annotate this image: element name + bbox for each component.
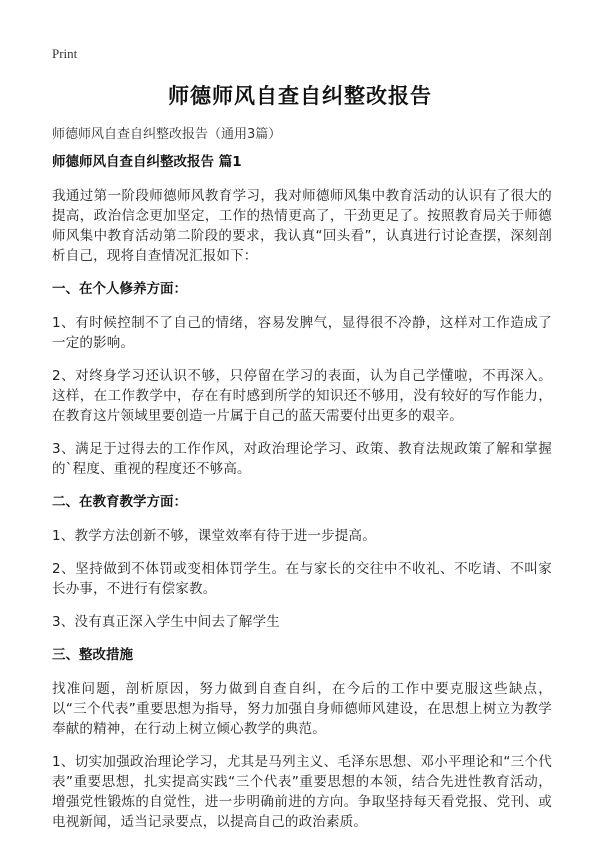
document-title: 师德师风自查自纠整改报告	[168, 84, 432, 108]
intro-paragraph: 我通过第一阶段师德师风教育学习，我对师德师风集中教育活动的认识有了很大的提高，政治信念更加坚定，工作的热情更高了，干劲更足了。按照教育局关于师德师风集中教育活动第二阶段的要求，我认真“回头看”，认真进行讨论查摆，深刻剖析自己，现将自查情况汇报如下：	[52, 188, 552, 264]
print-link[interactable]: Print	[52, 46, 78, 61]
personal-item-3: 3、满足于过得去的工作作风，对政治理论学习、政策、教育法规政策了解和掌握的`程度、重视的程度还不够高。	[52, 441, 552, 477]
teaching-item-1: 1、教学方法创新不够，课堂效率有待于进一步提高。	[52, 528, 376, 544]
teaching-item-2: 2、坚持做到不体罚或变相体罚学生。在与家长的交往中不收礼、不吃请、不叫家长办事，不进行有偿家教。	[52, 561, 552, 597]
section-heading-personal: 一、在个人修养方面：	[52, 281, 187, 297]
section-heading-measures: 三、整改措施	[52, 647, 133, 663]
section-heading-teaching: 二、在教育教学方面：	[52, 494, 187, 510]
teaching-item-3: 3、没有真正深入学生中间去了解学生	[52, 614, 280, 630]
document-body	[52, 152, 552, 845]
personal-item-2: 2、对终身学习还认识不够，只停留在学习的表面，认为自己学懂啦，不再深入。这样，在工作教学中，存在有时感到所学的知识还不够用，没有较好的写作能力，在教育这片领域里要创造一片属于自己的蓝天需要付出更多的艰辛。	[52, 368, 552, 424]
measures-item-1: 1、切实加强政治理论学习，尤其是马列主义、毛泽东思想、邓小平理论和“三个代表”重要思想，扎实提高实践“三个代表”重要思想的本领，结合先进性教育活动，增强党性锻炼的自觉性，进一步明确前进的方向。争取坚持每天看党报、党刊、或电视新闻，适当记录要点，以提高自己的政治素质。	[52, 754, 552, 830]
document-subtitle: 师德师风自查自纠整改报告（通用3篇）	[52, 127, 282, 142]
article-heading: 师德师风自查自纠整改报告 篇1	[52, 154, 242, 170]
measures-intro: 找准问题，剖析原因，努力做到自查自纠，在今后的工作中要克服这些缺点，以“三个代表”重要思想为指导，努力加强自身师德师风建设，在思想上树立为教学奉献的精神，在行动上树立倾心教学的典范。	[52, 681, 552, 737]
personal-item-1: 1、有时候控制不了自己的情绪，容易发脾气，显得很不冷静，这样对工作造成了一定的影响。	[52, 315, 552, 351]
